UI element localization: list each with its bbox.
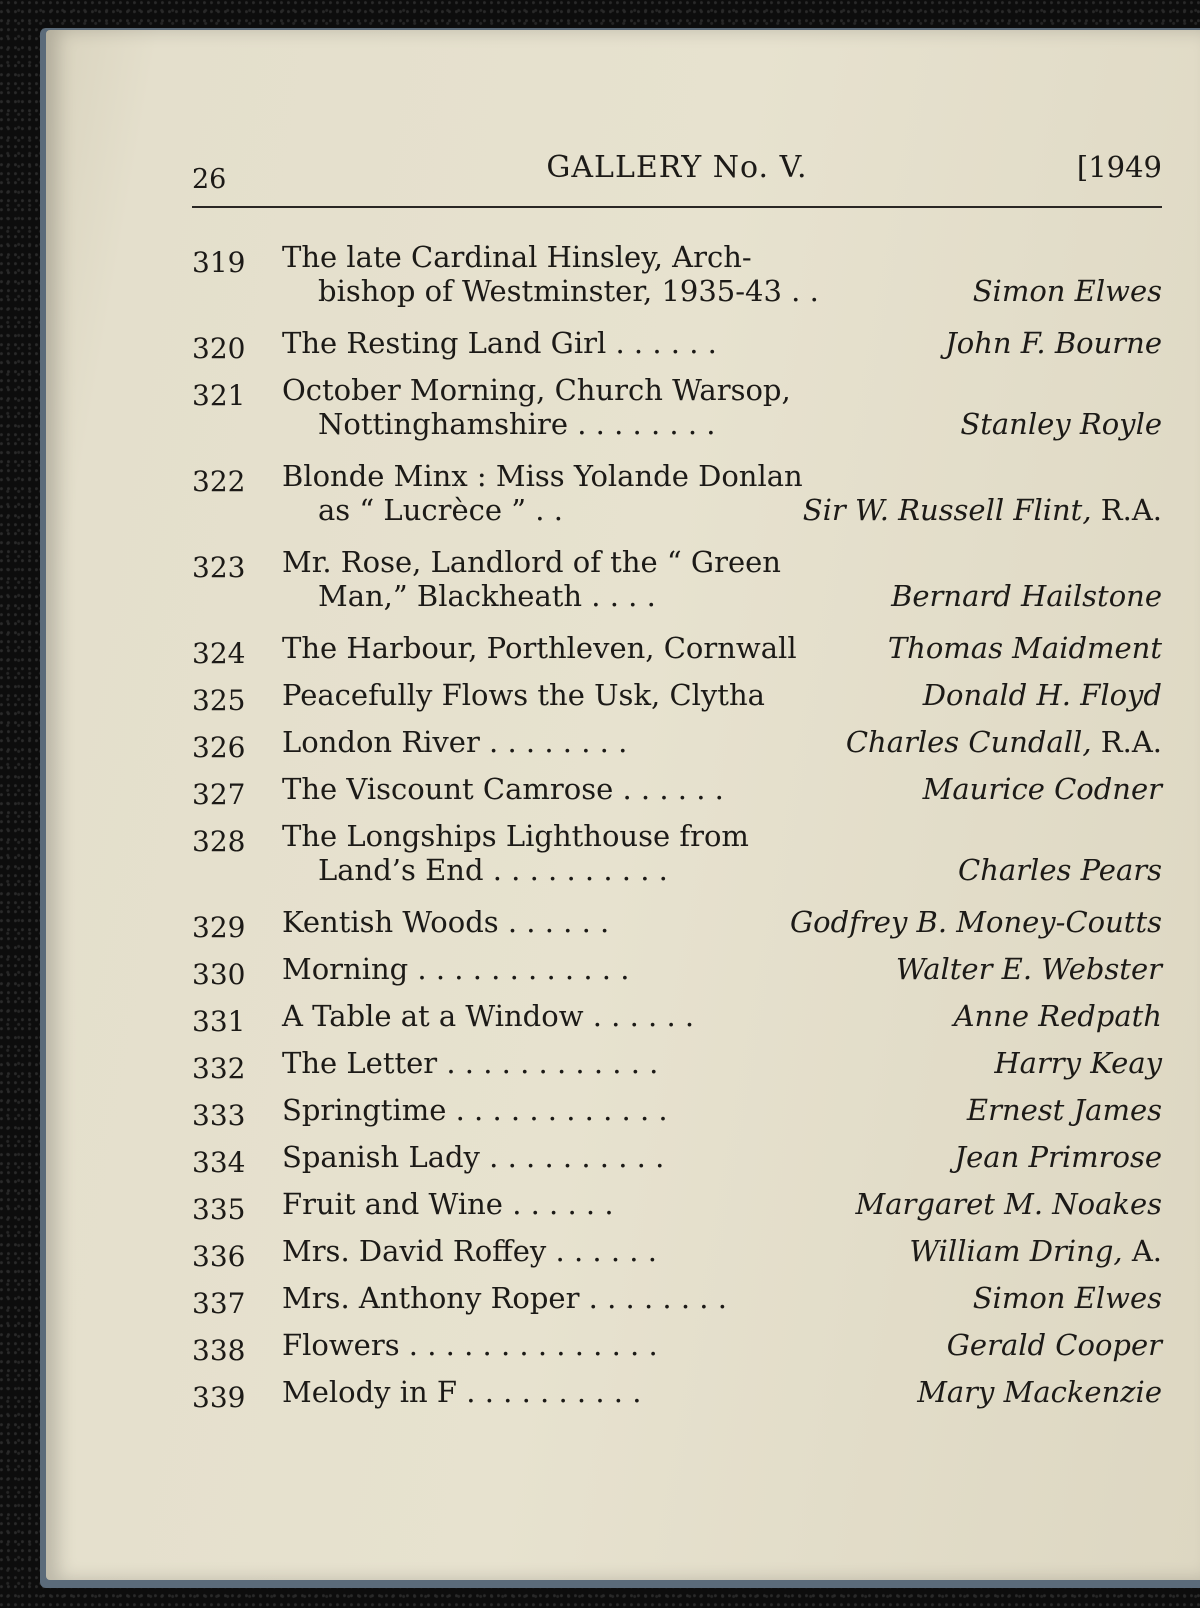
catalogue-entries — [192, 240, 1162, 1422]
artist-name: Godfrey B. Money-Coutts — [790, 905, 1162, 939]
entry-number: 329 — [192, 911, 246, 944]
entry-artist — [994, 1046, 1162, 1080]
entry-number: 332 — [192, 1052, 246, 1085]
entry-artist — [955, 1140, 1163, 1174]
entry-title-line: Nottinghamshire . . . . . . . . — [318, 407, 716, 441]
entry-number: 334 — [192, 1146, 246, 1179]
entry-number: 323 — [192, 551, 246, 584]
entry-number: 325 — [192, 684, 246, 717]
entry-title-line: Mr. Rose, Landlord of the “ Green — [282, 545, 781, 579]
artist-name: Walter E. Webster — [895, 952, 1162, 986]
entry-title-line: Land’s End . . . . . . . . . . — [318, 853, 668, 887]
entry-number: 339 — [192, 1381, 246, 1414]
artist-name: William Dring, — [909, 1234, 1123, 1268]
catalogue-entry — [192, 326, 1162, 373]
entry-title-line: The Longships Lighthouse from — [282, 819, 749, 853]
artist-name: Thomas Maidment — [887, 631, 1162, 665]
entry-title-line: The Harbour, Porthleven, Cornwall — [282, 631, 797, 665]
running-header — [192, 150, 1162, 206]
entry-number: 337 — [192, 1287, 246, 1320]
entry-title-line: Peacefully Flows the Usk, Clytha — [282, 678, 765, 712]
entry-artist — [917, 1375, 1162, 1409]
entry-title-line: The Viscount Camrose . . . . . . — [282, 772, 724, 806]
entry-title-line: A Table at a Window . . . . . . — [282, 999, 695, 1033]
entry-artist — [947, 1328, 1162, 1362]
entry-number: 338 — [192, 1334, 246, 1367]
entry-number: 324 — [192, 637, 246, 670]
artist-name: Harry Keay — [994, 1046, 1162, 1080]
page-number: 26 — [192, 164, 227, 195]
entry-artist — [790, 905, 1162, 939]
catalogue-entry — [192, 952, 1162, 999]
entry-title-line: October Morning, Church Warsop, — [282, 373, 791, 407]
entry-artist — [973, 1281, 1162, 1315]
catalogue-entry — [192, 725, 1162, 772]
catalogue-entry — [192, 373, 1162, 459]
artist-name: Donald H. Floyd — [922, 678, 1162, 712]
catalogue-entry — [192, 678, 1162, 725]
entry-artist — [896, 952, 1162, 986]
entry-title-line: Springtime . . . . . . . . . . . . — [282, 1093, 668, 1127]
artist-name: Bernard Hailstone — [891, 579, 1162, 613]
artist-honour: R.A. — [1091, 493, 1162, 527]
entry-number: 328 — [192, 825, 246, 858]
entry-title-line: Morning . . . . . . . . . . . . — [282, 952, 630, 986]
artist-name: Stanley Royle — [960, 407, 1162, 441]
entry-number: 336 — [192, 1240, 246, 1273]
artist-name: Charles Pears — [958, 853, 1162, 887]
header-rule — [192, 206, 1162, 208]
catalogue-entry — [192, 545, 1162, 631]
catalogue-entry — [192, 819, 1162, 905]
entry-artist — [856, 1187, 1162, 1221]
entry-number: 319 — [192, 246, 246, 279]
entry-artist — [891, 579, 1162, 613]
gallery-title: GALLERY No. V. — [546, 150, 808, 185]
catalogue-entry — [192, 999, 1162, 1046]
catalogue-entry — [192, 1234, 1162, 1281]
entry-title-line: Man,” Blackheath . . . . — [318, 579, 656, 613]
artist-honour: R.A. — [1091, 725, 1162, 759]
catalogue-entry — [192, 240, 1162, 326]
catalogue-entry — [192, 459, 1162, 545]
entry-artist — [846, 725, 1162, 759]
entry-title-line: Mrs. Anthony Roper . . . . . . . . — [282, 1281, 727, 1315]
artist-name: John F. Bourne — [945, 326, 1162, 360]
entry-title-line: Fruit and Wine . . . . . . — [282, 1187, 614, 1221]
artist-name: Anne Redpath — [953, 999, 1162, 1033]
catalogue-entry — [192, 1375, 1162, 1422]
entry-artist — [973, 274, 1162, 308]
entry-title-line: Flowers . . . . . . . . . . . . . . — [282, 1328, 658, 1362]
artist-name: Charles Cundall, — [845, 725, 1092, 759]
artist-name: Ernest James — [966, 1093, 1162, 1127]
entry-title-line: Blonde Minx : Miss Yolande Donlan — [282, 459, 803, 493]
entry-artist — [909, 1234, 1162, 1268]
entry-number: 321 — [192, 379, 246, 412]
entry-artist — [960, 407, 1162, 441]
catalogue-entry — [192, 1093, 1162, 1140]
entry-title-line: The late Cardinal Hinsley, Arch- — [282, 240, 752, 274]
catalogue-entry — [192, 1046, 1162, 1093]
entry-title-line: bishop of Westminster, 1935-43 . . — [318, 274, 819, 308]
entry-number: 335 — [192, 1193, 246, 1226]
artist-name: Maurice Codner — [922, 772, 1162, 806]
entry-title-line: The Resting Land Girl . . . . . . — [282, 326, 717, 360]
entry-number: 330 — [192, 958, 246, 991]
artist-name: Simon Elwes — [972, 1281, 1162, 1315]
entry-title-line: Kentish Woods . . . . . . — [282, 905, 610, 939]
entry-artist — [803, 493, 1162, 527]
entry-title-line: The Letter . . . . . . . . . . . . — [282, 1046, 659, 1080]
entry-number: 322 — [192, 465, 246, 498]
entry-number: 331 — [192, 1005, 246, 1038]
artist-name: Sir W. Russell Flint, — [802, 493, 1092, 527]
artist-name: Jean Primrose — [954, 1140, 1162, 1174]
entry-number: 333 — [192, 1099, 246, 1132]
catalogue-entry — [192, 1328, 1162, 1375]
catalogue-entry — [192, 772, 1162, 819]
entry-artist — [967, 1093, 1162, 1127]
entry-artist — [958, 853, 1162, 887]
entry-artist — [923, 772, 1162, 806]
entry-artist — [923, 678, 1162, 712]
entry-title-line: Mrs. David Roffey . . . . . . — [282, 1234, 657, 1268]
entry-artist — [945, 326, 1162, 360]
entry-title-line: Spanish Lady . . . . . . . . . . — [282, 1140, 665, 1174]
entry-artist — [888, 631, 1162, 665]
entry-number: 326 — [192, 731, 246, 764]
entry-number: 320 — [192, 332, 246, 365]
catalogue-entry — [192, 1140, 1162, 1187]
artist-name: Simon Elwes — [972, 274, 1162, 308]
artist-name: Margaret M. Noakes — [855, 1187, 1162, 1221]
artist-honour: A. — [1122, 1234, 1162, 1268]
year-label: [1949 — [1076, 150, 1162, 184]
entry-title-line: London River . . . . . . . . — [282, 725, 628, 759]
entry-title-line: Melody in F . . . . . . . . . . — [282, 1375, 642, 1409]
entry-number: 327 — [192, 778, 246, 811]
artist-name: Mary Mackenzie — [917, 1375, 1162, 1409]
catalogue-entry — [192, 1281, 1162, 1328]
entry-title-line: as “ Lucrèce ” . . — [318, 493, 563, 527]
entry-artist — [954, 999, 1162, 1033]
catalogue-entry — [192, 905, 1162, 952]
artist-name: Gerald Cooper — [946, 1328, 1162, 1362]
catalogue-entry — [192, 631, 1162, 678]
catalogue-entry — [192, 1187, 1162, 1234]
